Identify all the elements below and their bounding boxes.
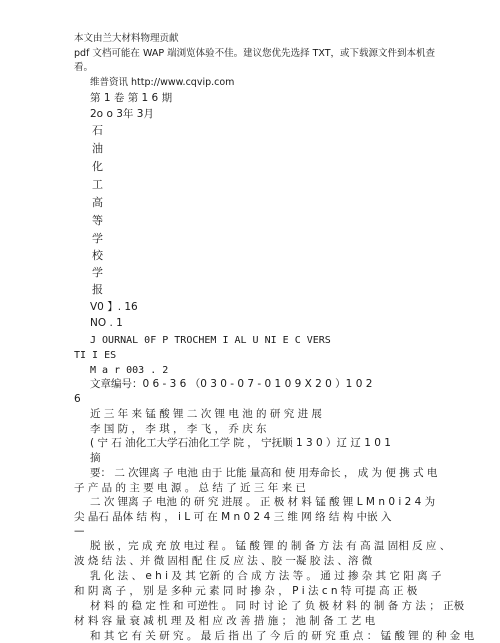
article-affiliation: ( 宁 石 油化工大学石油化工学 院 ， 宁抚顺 1 3 0 ）辽 辽 1 0 1 (90, 437, 391, 449)
abstract-label: 摘 (90, 452, 101, 464)
source-date: 2o o 3年 3月 (90, 108, 154, 120)
journal-char: 学 (92, 232, 103, 245)
article-number-cont: 6 (74, 393, 81, 405)
abstract-line: 材 料 容 量 衰 减 机 理 及 相 应 改 善 措 施 ； 池 制 备 工 艺 电 (74, 615, 376, 627)
abstract-line: 和 其 它 有 关 研 究 。 最 后 指 出 了 今 后 的 研 究 重 点 ： 锰 酸 锂 的 种 金 电 (90, 630, 475, 642)
journal-char: 等 (92, 214, 103, 227)
journal-char: 报 (92, 283, 103, 296)
journal-date-en: M a r 003 . 2 (90, 365, 169, 376)
abstract-line: 和 阴 离 子 ， 别 是 多种 元 素 同 时 掺 杂 ， P i 法 c n 特 可提 高 正 极 (74, 585, 418, 597)
journal-number: NO . 1 (90, 317, 123, 329)
article-title: 近 三 年 来 锰 酸 锂 二 次 锂 电 池 的 研 究 进 展 (90, 408, 322, 420)
abstract-line: 波 烧 结 法 、并 微 固相 配 住 反 应 法 、胶 一凝 胶 法 、溶 微 (74, 555, 373, 567)
journal-char: 石 (92, 124, 103, 137)
abstract-line: 材 料 的 稳 定 性 和 可逆性 。 同 时 讨 论 了 负 极 材 料 的 制 备 方 法 ； 正极 (90, 600, 465, 612)
journal-char: 校 (92, 249, 103, 262)
journal-char: 高 (92, 196, 103, 209)
notice-contributor: 本文由兰大材料物理贡献 (74, 33, 179, 44)
journal-char: 学 (92, 266, 103, 279)
journal-volume: V0 】. 16 (90, 301, 138, 313)
journal-char: 工 (92, 178, 103, 191)
notice-pdf-warning: pdf 文档可能在 WAP 端浏览体验不佳。建议您优先选择 TXT，或下载源文件到本机查 (74, 48, 436, 59)
abstract-line: 乳 化 法 、 e h i 及 其 它新 的 合 成 方 法 等 。 通 过 掺 杂 其 它 阳 离 子 (90, 570, 442, 582)
abstract-line: 尖 晶石 晶体 结 构 ， i L 可 在 M n 0 2 4 三 维 网 络 结 构 中嵌 入 (74, 511, 392, 523)
abstract-line: 要： 二 次锂离 子 电池 由于 比能 量高和 使 用寿命长 ， 成 为 便 携 式 电 (90, 467, 438, 479)
journal-title-en-cont: TI I ES (74, 350, 117, 361)
source-issue: 第 1 卷 第 1 6 期 (90, 92, 173, 104)
abstract-line: 子 产 品 的 主 要 电 源 。 总 结 了 近 三 年 来 已 (74, 482, 306, 494)
journal-char: 油 (92, 142, 103, 155)
abstract-line: — (74, 525, 85, 537)
article-authors: 李 国 防 ， 李 琪 ， 李 飞 ， 乔 庆 东 (90, 423, 267, 435)
notice-pdf-warning-cont: 看。 (74, 62, 94, 73)
source-site: 维普资讯 http://www.cqvip.com (90, 77, 235, 88)
abstract-line: 脱 嵌 ，完 成 充 放 电过 程 。 锰 酸 锂 的 制 备 方 法 有 高 温 固相 反 应 、 (90, 540, 451, 552)
journal-char: 化 (92, 160, 103, 173)
journal-title-en: J OURNAL 0F P TROCHEM I AL U NI E C VERS (90, 335, 331, 346)
article-number: 文章编号：0 6 - 3 6 （0 3 0 - 0 7 - 0 1 0 9 X 2 0 ）1 0 2 (90, 378, 373, 390)
abstract-line: 二 次 锂离 子 电池 的 研 究 进展 。 正 极 材 料 锰 酸 锂 L M n 0 i 2 4 为 (90, 496, 436, 508)
